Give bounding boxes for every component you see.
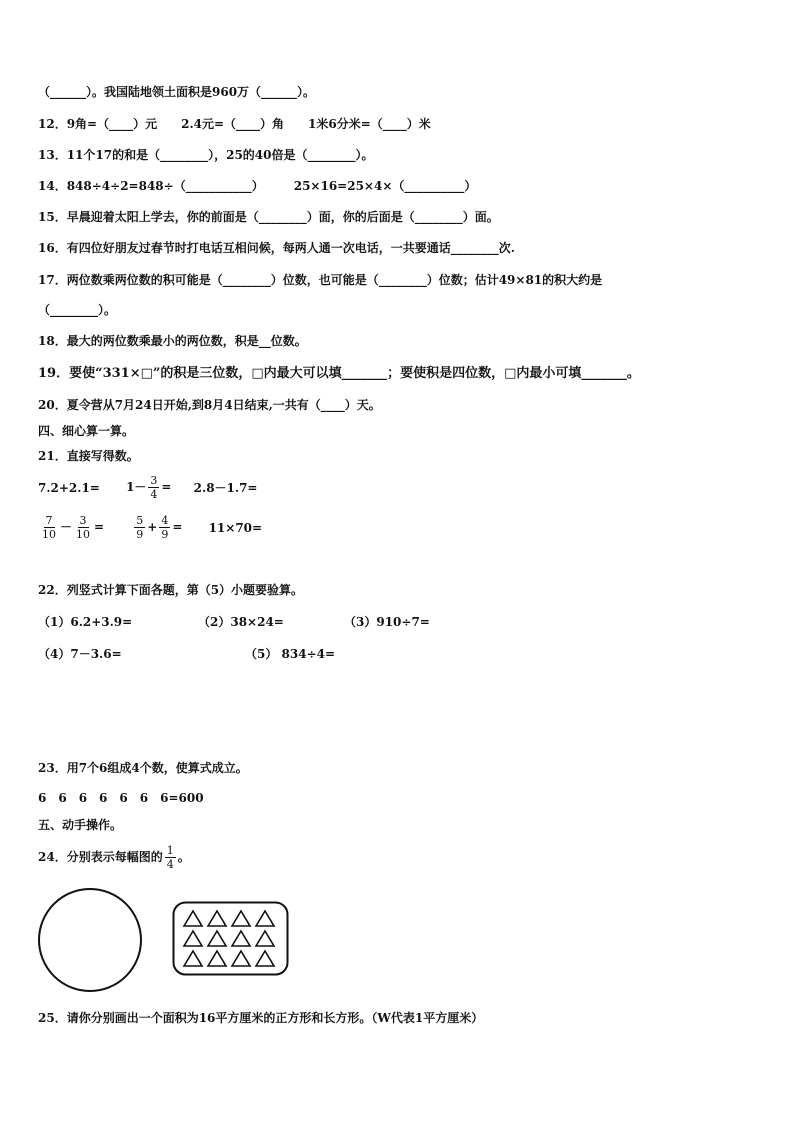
triangle-shape (184, 911, 202, 926)
q21: 21．直接写得数。 (38, 449, 139, 463)
fraction: $\frac{3}{4}$ (150, 474, 158, 501)
calc-a: 7.2+2.1= (38, 480, 100, 495)
calc-c: 2.8－1.7= (193, 481, 258, 495)
triangle-shape (256, 911, 274, 926)
fraction-one-quarter: $\frac{1}{4}$ (166, 844, 174, 871)
q23: 23．用7个6组成4个数，使算式成立。 (38, 761, 248, 775)
circle-figure (36, 886, 146, 994)
fraction: $\frac{3}{10}$ (76, 514, 91, 541)
fraction: $\frac{7}{10}$ (42, 514, 56, 541)
triangle-shape (232, 951, 250, 966)
q17-line2: （________）。 (38, 303, 117, 317)
q14: 14．848÷4÷2=848÷（___________） 25×16=25×4×（__________） (38, 179, 477, 193)
q22-1: （1）6.2+3.9= (38, 615, 133, 629)
section-5-heading: 五、动手操作。 (38, 818, 123, 832)
triangle-shape (208, 911, 226, 926)
calc-d: $\frac{7}{10}$ － $\frac{3}{10}$ = (42, 514, 105, 541)
calc-f: 11×70= (208, 520, 263, 535)
q22: 22．列竖式计算下面各题，第（5）小题要验算。 (38, 583, 304, 597)
q21-row2 (38, 514, 262, 541)
q24: 24．分别表示每幅图的 $\frac{1}{4}$ 。 (38, 844, 190, 871)
q12: 12．9角=（____）元 2.4元=（____）角 1米6分米=（____）米 (38, 117, 431, 131)
calc-e: $\frac{5}{9}$ + $\frac{4}{9}$ = (136, 514, 183, 541)
triangle-shape (208, 931, 226, 946)
triangle-shape (256, 951, 274, 966)
q17-line1: 17．两位数乘两位数的积可能是（________）位数，也可能是（________）位数；估计49×81的积大约是 (38, 273, 603, 287)
triangle-shape (184, 931, 202, 946)
q11-continuation: （______）。我国陆地领土面积是960万（______）。 (38, 85, 316, 99)
q18: 18．最大的两位数乘最小的两位数，积是__位数。 (38, 334, 307, 348)
triangle-shape (184, 951, 202, 966)
q22-5: （5） 834÷4= (245, 647, 336, 661)
q16: 16．有四位好朋友过春节时打电话互相问候，每两人通一次电话，一共要通话________次. (38, 241, 515, 255)
q19: 19．要使“331×□”的积是三位数，□内最大可以填_______；要使积是四位数，□内最小可填_______。 (38, 366, 640, 381)
q22-2: （2）38×24= (198, 615, 284, 629)
q22-4: （4）7－3.6= (38, 647, 122, 661)
triangle-shape (256, 931, 274, 946)
q23-equation: 6 6 6 6 6 6 6=600 (38, 791, 204, 805)
triangles-figure (172, 901, 290, 977)
q15: 15．早晨迎着太阳上学去，你的前面是（________）面，你的后面是（________）面。 (38, 210, 499, 224)
fraction: $\frac{4}{9}$ (161, 514, 169, 541)
triangle-shape (232, 931, 250, 946)
q25: 25．请你分别画出一个面积为16平方厘米的正方形和长方形。（W代表1平方厘米） (38, 1011, 484, 1025)
fraction: $\frac{5}{9}$ (136, 514, 144, 541)
triangle-shape (208, 951, 226, 966)
section-4-heading: 四、细心算一算。 (38, 424, 135, 438)
q21-row1 (38, 474, 257, 501)
q22-3: （3）910÷7= (344, 615, 430, 629)
q13: 13．11个17的和是（________），25的40倍是（________）。 (38, 148, 374, 162)
calc-b: 1－ $\frac{3}{4}$ = (126, 474, 172, 501)
q20: 20．夏令营从7月24日开始,到8月4日结束,一共有（____）天。 (38, 398, 381, 412)
triangle-shape (232, 911, 250, 926)
